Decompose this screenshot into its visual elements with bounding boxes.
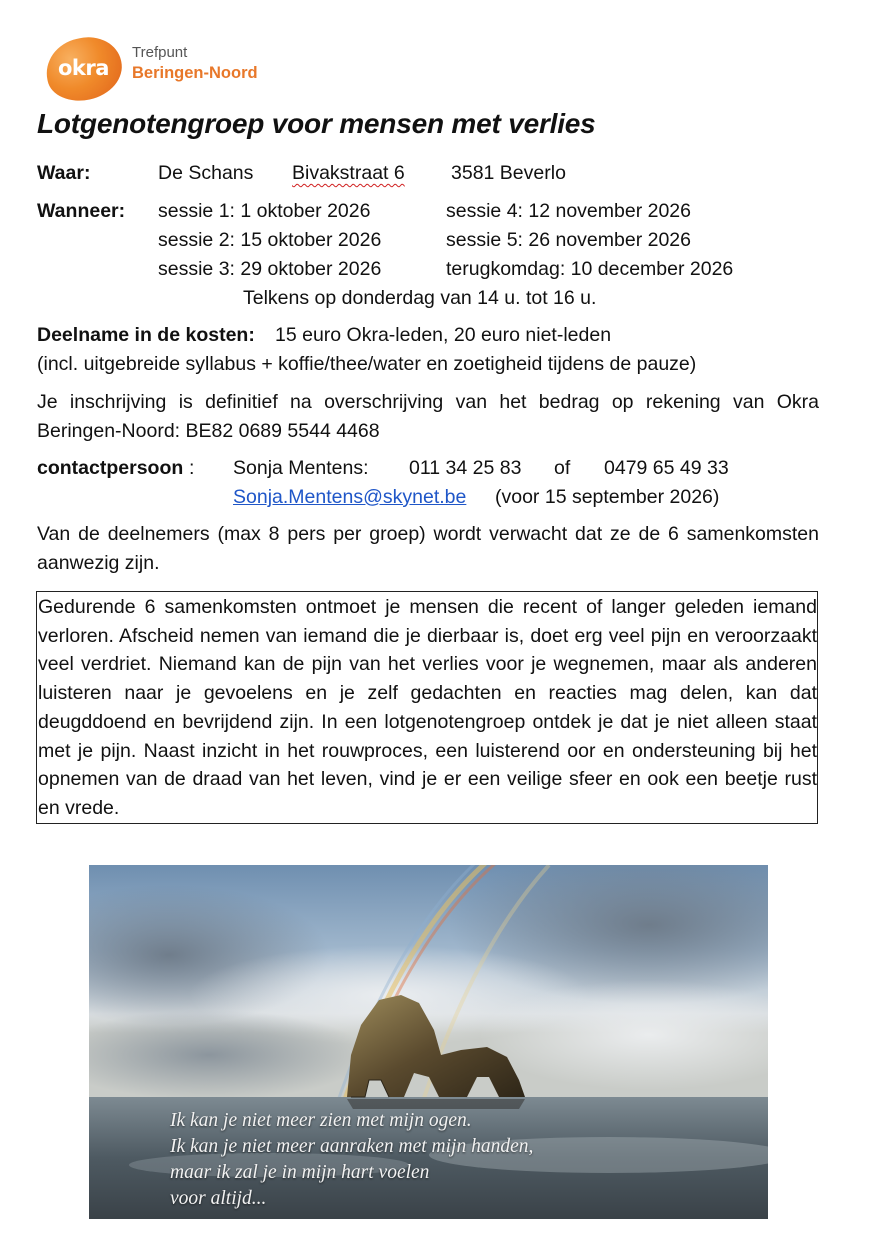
costs-label: Deelname in de kosten: xyxy=(37,324,255,346)
session-item: sessie 5: 26 november 2026 xyxy=(446,229,691,251)
page-title: Lotgenotengroep voor mensen met verlies xyxy=(37,108,596,139)
story-box: Gedurende 6 samenkomsten ontmoet je mensen die recent of langer geleden iemand verloren. Afscheid nemen van iemand die je dierbaar is, doet erg veel pijn en veroorzaakt veel verdriet. Niemand kan de pijn van het verlies voor je wegnemen, maar als anderen luisteren naar je gevoelens en je zelf gedachten en reacties mag delen, kan dat deugddoend en bevrijdend zijn. In een lotgenotengroep ontdek je dat je niet alleen staat met je pijn. Naast inzicht in het rouwproces, een luisterend oor en ondersteuning bij het opnemen van de draad van het leven, vind je er een veilige sfeer en ook een beetje rust en vrede. xyxy=(36,591,818,824)
contact-email-note: (voor 15 september 2026) xyxy=(495,486,720,508)
session-item: sessie 2: 15 oktober 2026 xyxy=(158,229,382,251)
contact-colon: : xyxy=(189,457,195,479)
session-item: sessie 1: 1 oktober 2026 xyxy=(158,200,371,222)
when-label: Wanneer: xyxy=(37,200,126,222)
contact-phone: 011 34 25 83 xyxy=(409,457,522,479)
where-city: 3581 Beverlo xyxy=(451,162,566,184)
contact-mobile: 0479 65 49 33 xyxy=(604,457,729,479)
where-label: Waar: xyxy=(37,162,91,184)
session-item: sessie 4: 12 november 2026 xyxy=(446,200,691,222)
contact-email-link[interactable]: Sonja.Mentens@skynet.be xyxy=(233,486,467,508)
contact-label: contactpersoon xyxy=(37,457,184,479)
contact-or: of xyxy=(554,457,571,479)
poem-line: Ik kan je niet meer zien met mijn ogen. xyxy=(170,1110,472,1131)
session-item: terugkomdag: 10 december 2026 xyxy=(446,258,734,280)
logo-trefpunt: Trefpunt xyxy=(132,44,188,61)
poem-line: maar ik zal je in mijn hart voelen xyxy=(170,1162,430,1183)
expectation-text: Van de deelnemers (max 8 pers per groep) wordt verwacht dat ze de 6 samenkomsten aanwezig zijn. xyxy=(37,523,819,574)
okra-logo-word: okra xyxy=(58,56,109,80)
costs-text: 15 euro Okra-leden, 20 euro niet-leden xyxy=(275,324,612,346)
poem-line: voor altijd... xyxy=(170,1188,267,1209)
where-street: Bivakstraat 6 xyxy=(292,162,405,184)
session-item: sessie 3: 29 oktober 2026 xyxy=(158,258,382,280)
costs-detail: (incl. uitgebreide syllabus + koffie/thee/water en zoetigheid tijdens de pauze) xyxy=(37,353,697,375)
registration-text: Je inschrijving is definitief na overschrijving van het bedrag op rekening van Okra Beringen-Noord: BE82 0689 5544 4468 xyxy=(37,391,819,442)
where-venue: De Schans xyxy=(158,162,254,184)
when-note: Telkens op donderdag van 14 u. tot 16 u. xyxy=(243,287,597,309)
rainbow-rock-photo xyxy=(89,865,768,1219)
logo-location: Beringen-Noord xyxy=(132,64,258,82)
contact-name: Sonja Mentens: xyxy=(233,457,369,479)
poem xyxy=(170,1108,690,1212)
poem-line: Ik kan je niet meer aanraken met mijn handen, xyxy=(170,1136,534,1157)
